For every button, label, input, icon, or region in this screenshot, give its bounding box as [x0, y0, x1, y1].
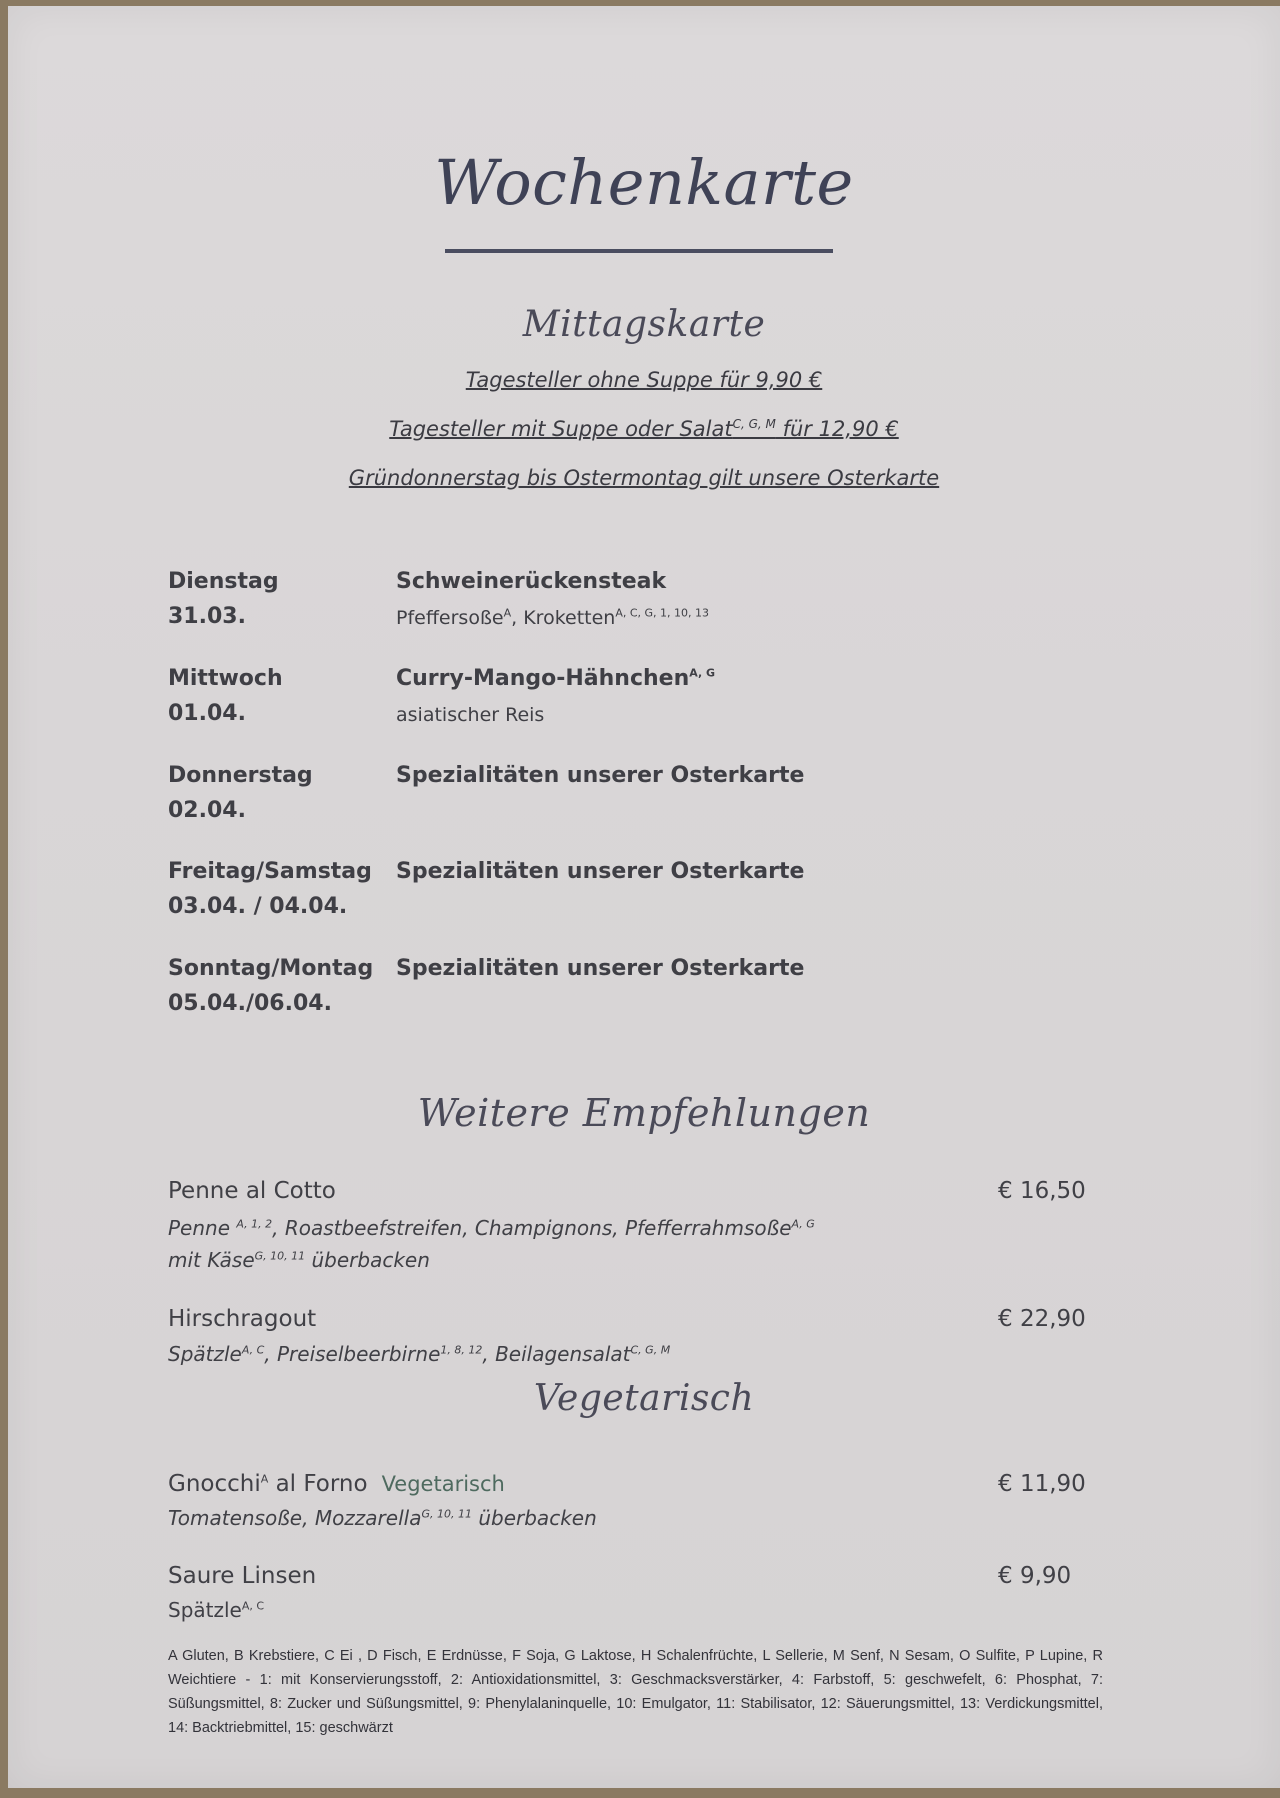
recommendation-desc [168, 1248, 430, 1272]
allergen-sup: A [260, 1472, 269, 1486]
vegetarian-dish-name: Saure Linsen [168, 1563, 317, 1589]
dish-main: Schweinerückensteak [396, 569, 667, 594]
desc-text: , Roastbeefstreifen, Champignons, Pfefferrahmsoße [272, 1216, 792, 1240]
recommendation-name: Hirschragout [168, 1306, 317, 1332]
desc-text: überbacken [305, 1248, 430, 1272]
desc-text: Spätzle [168, 1598, 242, 1622]
vegetarian-dish-name [168, 1471, 505, 1497]
dish-main-text: Curry-Mango-Hähnchen [396, 666, 690, 691]
vegetarian-dish-price: € 9,90 [998, 1563, 1072, 1589]
dish-side-text: Pfeffersoße [396, 607, 504, 629]
menu-paper [8, 6, 1280, 1788]
recommendation-desc [168, 1216, 815, 1240]
vegetarian-tag: Vegetarisch [381, 1472, 505, 1496]
day-date: 05.04./06.04. [168, 991, 332, 1016]
vegetarian-dish-desc [168, 1506, 597, 1530]
page-title: Wochenkarte [434, 146, 854, 219]
dish-main [396, 666, 715, 691]
recommendation-price: € 16,50 [998, 1178, 1086, 1204]
allergen-legend: A Gluten, B Krebstiere, C Ei , D Fisch, E Erdnüsse, F Soja, G Laktose, H Schalenfrüchte, L Sellerie, M Senf, N Sesam, O Sulfite, P Lupine, R Weichtiere - 1: mit Konservierungsstoff, 2: Antioxidationsmittel, 3: Geschmacksverstärker, 4: Farbstoff, 5: geschwefelt, 6: Phosphat, 7: Süßungsmittel, 8: Zucker und Süßungsmittel, 9: Phenylalaninquelle, 10: Emulgator, 11: Stabilisator, 12: Säuerungsmittel, 13: Verdickungsmittel, 14: Backtriebmittel, 15: geschwärzt [168, 1648, 1103, 1736]
day-label: Freitag/Samstag [168, 859, 372, 884]
dish-side: asiatischer Reis [396, 704, 545, 726]
vegetarian-dish-price: € 11,90 [998, 1471, 1086, 1497]
section-heading-vegetarian: Vegetarisch [533, 1378, 755, 1419]
desc-text: , Preiselbeerbirne [264, 1342, 441, 1366]
dish-side [396, 607, 709, 629]
recommendation-name: Penne al Cotto [168, 1178, 336, 1204]
vegetarian-dish-desc [168, 1598, 264, 1622]
allergen-sup: C, G, M [732, 417, 776, 431]
allergen-sup: G, 10, 11 [254, 1249, 306, 1263]
allergen-sup: A, G [791, 1217, 815, 1231]
dish-main: Spezialitäten unserer Osterkarte [396, 859, 805, 884]
section-heading-recommendations: Weitere Empfehlungen [417, 1091, 871, 1135]
day-date: 02.04. [168, 798, 246, 823]
dish-main: Spezialitäten unserer Osterkarte [396, 763, 805, 788]
section-heading-mittagskarte: Mittagskarte [522, 304, 766, 345]
dish-name-text: Gnocchi [168, 1471, 261, 1497]
recommendation-price: € 22,90 [998, 1306, 1086, 1332]
notice-text: für 12,90 € [775, 417, 899, 441]
day-label: Mittwoch [168, 666, 283, 691]
day-label: Dienstag [168, 569, 279, 594]
notice-with-soup [8, 417, 1280, 441]
day-date: 03.04. / 04.04. [168, 894, 348, 919]
allergen-sup: A, C [241, 1343, 265, 1357]
desc-text: Spätzle [168, 1342, 242, 1366]
allergen-sup: A, C, G, 1, 10, 13 [615, 606, 710, 620]
desc-text: , Beilagensalat [482, 1342, 631, 1366]
desc-text: mit Käse [168, 1248, 255, 1272]
dish-main: Spezialitäten unserer Osterkarte [396, 956, 805, 981]
notice-without-soup: Tagesteller ohne Suppe für 9,90 € [465, 368, 823, 392]
allergen-sup: G, 10, 11 [421, 1507, 472, 1521]
dish-name-text: al Forno [268, 1471, 368, 1497]
allergen-sup: A [503, 606, 512, 620]
desc-text: Penne [168, 1216, 237, 1240]
title-underline [445, 249, 833, 253]
desc-text: Tomatensoße, Mozzarella [168, 1506, 422, 1530]
day-label: Sonntag/Montag [168, 956, 374, 981]
allergen-sup: A, G [689, 666, 716, 680]
day-date: 31.03. [168, 604, 246, 629]
day-label: Donnerstag [168, 763, 313, 788]
recommendation-desc [168, 1342, 670, 1366]
desc-text: überbacken [471, 1506, 597, 1530]
allergen-sup: C, G, M [630, 1343, 671, 1357]
dish-side-text: , Kroketten [511, 607, 616, 629]
notice-text: Tagesteller mit Suppe oder Salat [389, 417, 733, 441]
allergen-sup: 1, 8, 12 [440, 1343, 483, 1357]
day-date: 01.04. [168, 701, 246, 726]
allergen-sup: A, C [241, 1599, 265, 1613]
allergen-sup: A, 1, 2 [236, 1217, 273, 1231]
notice-easter: Gründonnerstag bis Ostermontag gilt unsere Osterkarte [348, 466, 940, 490]
